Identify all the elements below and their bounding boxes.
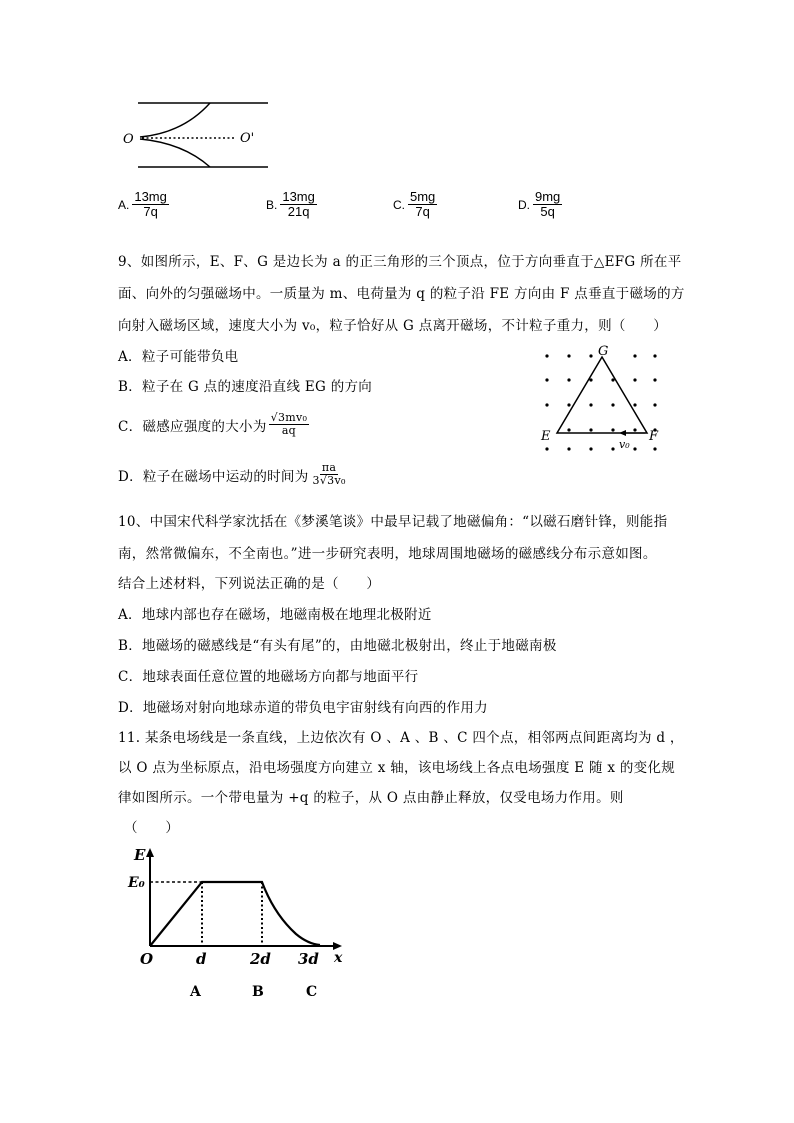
q8-option-c[interactable]	[393, 190, 437, 220]
q10-option-d[interactable]: D．地磁场对射向地球赤道的带负电宇宙射线有向西的作用力	[118, 700, 488, 716]
q8-option-c-num: 5mg	[410, 189, 436, 204]
q11-y-arrowhead	[146, 848, 154, 857]
q8-option-a[interactable]	[118, 190, 169, 220]
q11-point-c: C	[306, 984, 318, 1000]
q11-stem-line1: 11. 某条电场线是一条直线，上边依次有 O 、A 、B 、C 四个点，相邻两点间距离均为 d ，	[118, 730, 684, 746]
q11-point-a: A	[190, 984, 201, 1000]
q9-arrowhead	[619, 430, 626, 436]
q8-option-b-den: 21q	[287, 204, 310, 220]
q8-option-c-den: 7q	[415, 204, 430, 220]
q11-stem-line3: 律如图所示。一个带电量为 +q 的粒子，从 O 点由静止释放，仅受电场力作用。则	[118, 790, 624, 806]
q9-option-c-num: √3mv₀	[270, 411, 308, 424]
q9-option-d-den: 3√3v₀	[312, 474, 346, 488]
q8-option-d-letter: D.	[518, 197, 530, 212]
q9-label-e: E	[541, 429, 551, 444]
q8-label-o: O	[123, 132, 134, 147]
q11-label-2d: 2d	[250, 950, 271, 968]
q10-stem-line2: 南，然常微偏东，不全南也。”进一步研究表明，地球周围地磁场的磁感线分布示意如图。	[118, 546, 657, 562]
q8-figure	[118, 95, 278, 175]
q9-option-d-text: D．粒子在磁场中运动的时间为	[118, 468, 309, 485]
q11-point-b: B	[252, 984, 264, 1000]
q9-option-c-den: aq	[281, 424, 297, 438]
q11-label-x: x	[334, 950, 343, 966]
q11-stem-line4: （ ）	[124, 820, 180, 836]
q11-e-curve	[150, 882, 320, 946]
q11-figure	[126, 842, 356, 1002]
q8-option-b-letter: B.	[266, 197, 278, 212]
q11-stem-line2: 以 O 点为坐标原点，沿电场强度方向建立 x 轴，该电场线上各点电场强度 E 随 x 的变化规	[118, 760, 676, 776]
q8-option-d-num: 9mg	[535, 189, 561, 204]
q11-label-d: d	[196, 950, 207, 968]
q10-stem-line1: 10、中国宋代科学家沈括在《梦溪笔谈》中最早记载了地磁偏角：“以磁石磨针锋，则能指	[118, 514, 668, 530]
q8-option-a-letter: A.	[118, 197, 130, 212]
q11-label-e: E	[134, 846, 146, 864]
q11-label-o: O	[140, 950, 154, 968]
q11-label-3d: 3d	[298, 950, 319, 968]
q9-stem-line1: 9、如图所示，E、F、G 是边长为 a 的正三角形的三个顶点，位于方向垂直于△EFG 所在平	[118, 254, 682, 270]
q10-option-c[interactable]: C．地球表面任意位置的地磁场方向都与地面平行	[118, 669, 419, 685]
q8-upper-curve	[140, 103, 210, 137]
q9-option-b[interactable]: B．粒子在 G 点的速度沿直线 EG 的方向	[118, 379, 373, 395]
q9-option-a[interactable]: A．粒子可能带负电	[118, 349, 239, 365]
q8-option-c-letter: C.	[393, 197, 405, 212]
q10-option-a[interactable]: A．地球内部也存在磁场，地磁南极在地理北极附近	[118, 607, 432, 623]
q10-option-b[interactable]: B．地磁场的磁感线是“有头有尾”的，由地磁北极射出，终止于地磁南极	[118, 638, 557, 654]
q9-figure	[535, 345, 670, 457]
q8-option-d[interactable]	[518, 190, 562, 220]
q9-field-dots	[545, 354, 656, 450]
q8-lower-curve	[140, 139, 210, 167]
q9-option-d-num: πa	[321, 461, 337, 474]
q10-stem-line3: 结合上述材料，下列说法正确的是（ ）	[118, 576, 381, 592]
q9-label-f: F	[649, 429, 659, 444]
q8-option-d-den: 5q	[540, 204, 555, 220]
q8-option-a-den: 7q	[143, 204, 158, 220]
q9-stem-line3: 向射入磁场区域，速度大小为 v₀，粒子恰好从 G 点离开磁场，不计粒子重力，则（ ）	[118, 318, 668, 334]
q8-option-a-num: 13mg	[134, 189, 167, 204]
q11-x-arrowhead	[333, 942, 342, 950]
q9-stem-line2: 面、向外的匀强磁场中。一质量为 m、电荷量为 q 的粒子沿 FE 方向由 F 点垂直于磁场的方	[118, 286, 685, 302]
q8-option-b[interactable]	[266, 190, 317, 220]
q9-option-d[interactable]	[118, 462, 348, 487]
q9-label-g: G	[598, 345, 609, 359]
q8-option-b-num: 13mg	[282, 189, 315, 204]
q9-option-c[interactable]	[118, 412, 309, 437]
q9-triangle	[557, 357, 647, 433]
q9-option-c-text: C．磁感应强度的大小为	[118, 418, 267, 435]
q8-label-o-prime: O'	[240, 131, 255, 146]
q9-label-v0: v₀	[619, 438, 630, 451]
q11-label-e0: E₀	[128, 875, 145, 891]
